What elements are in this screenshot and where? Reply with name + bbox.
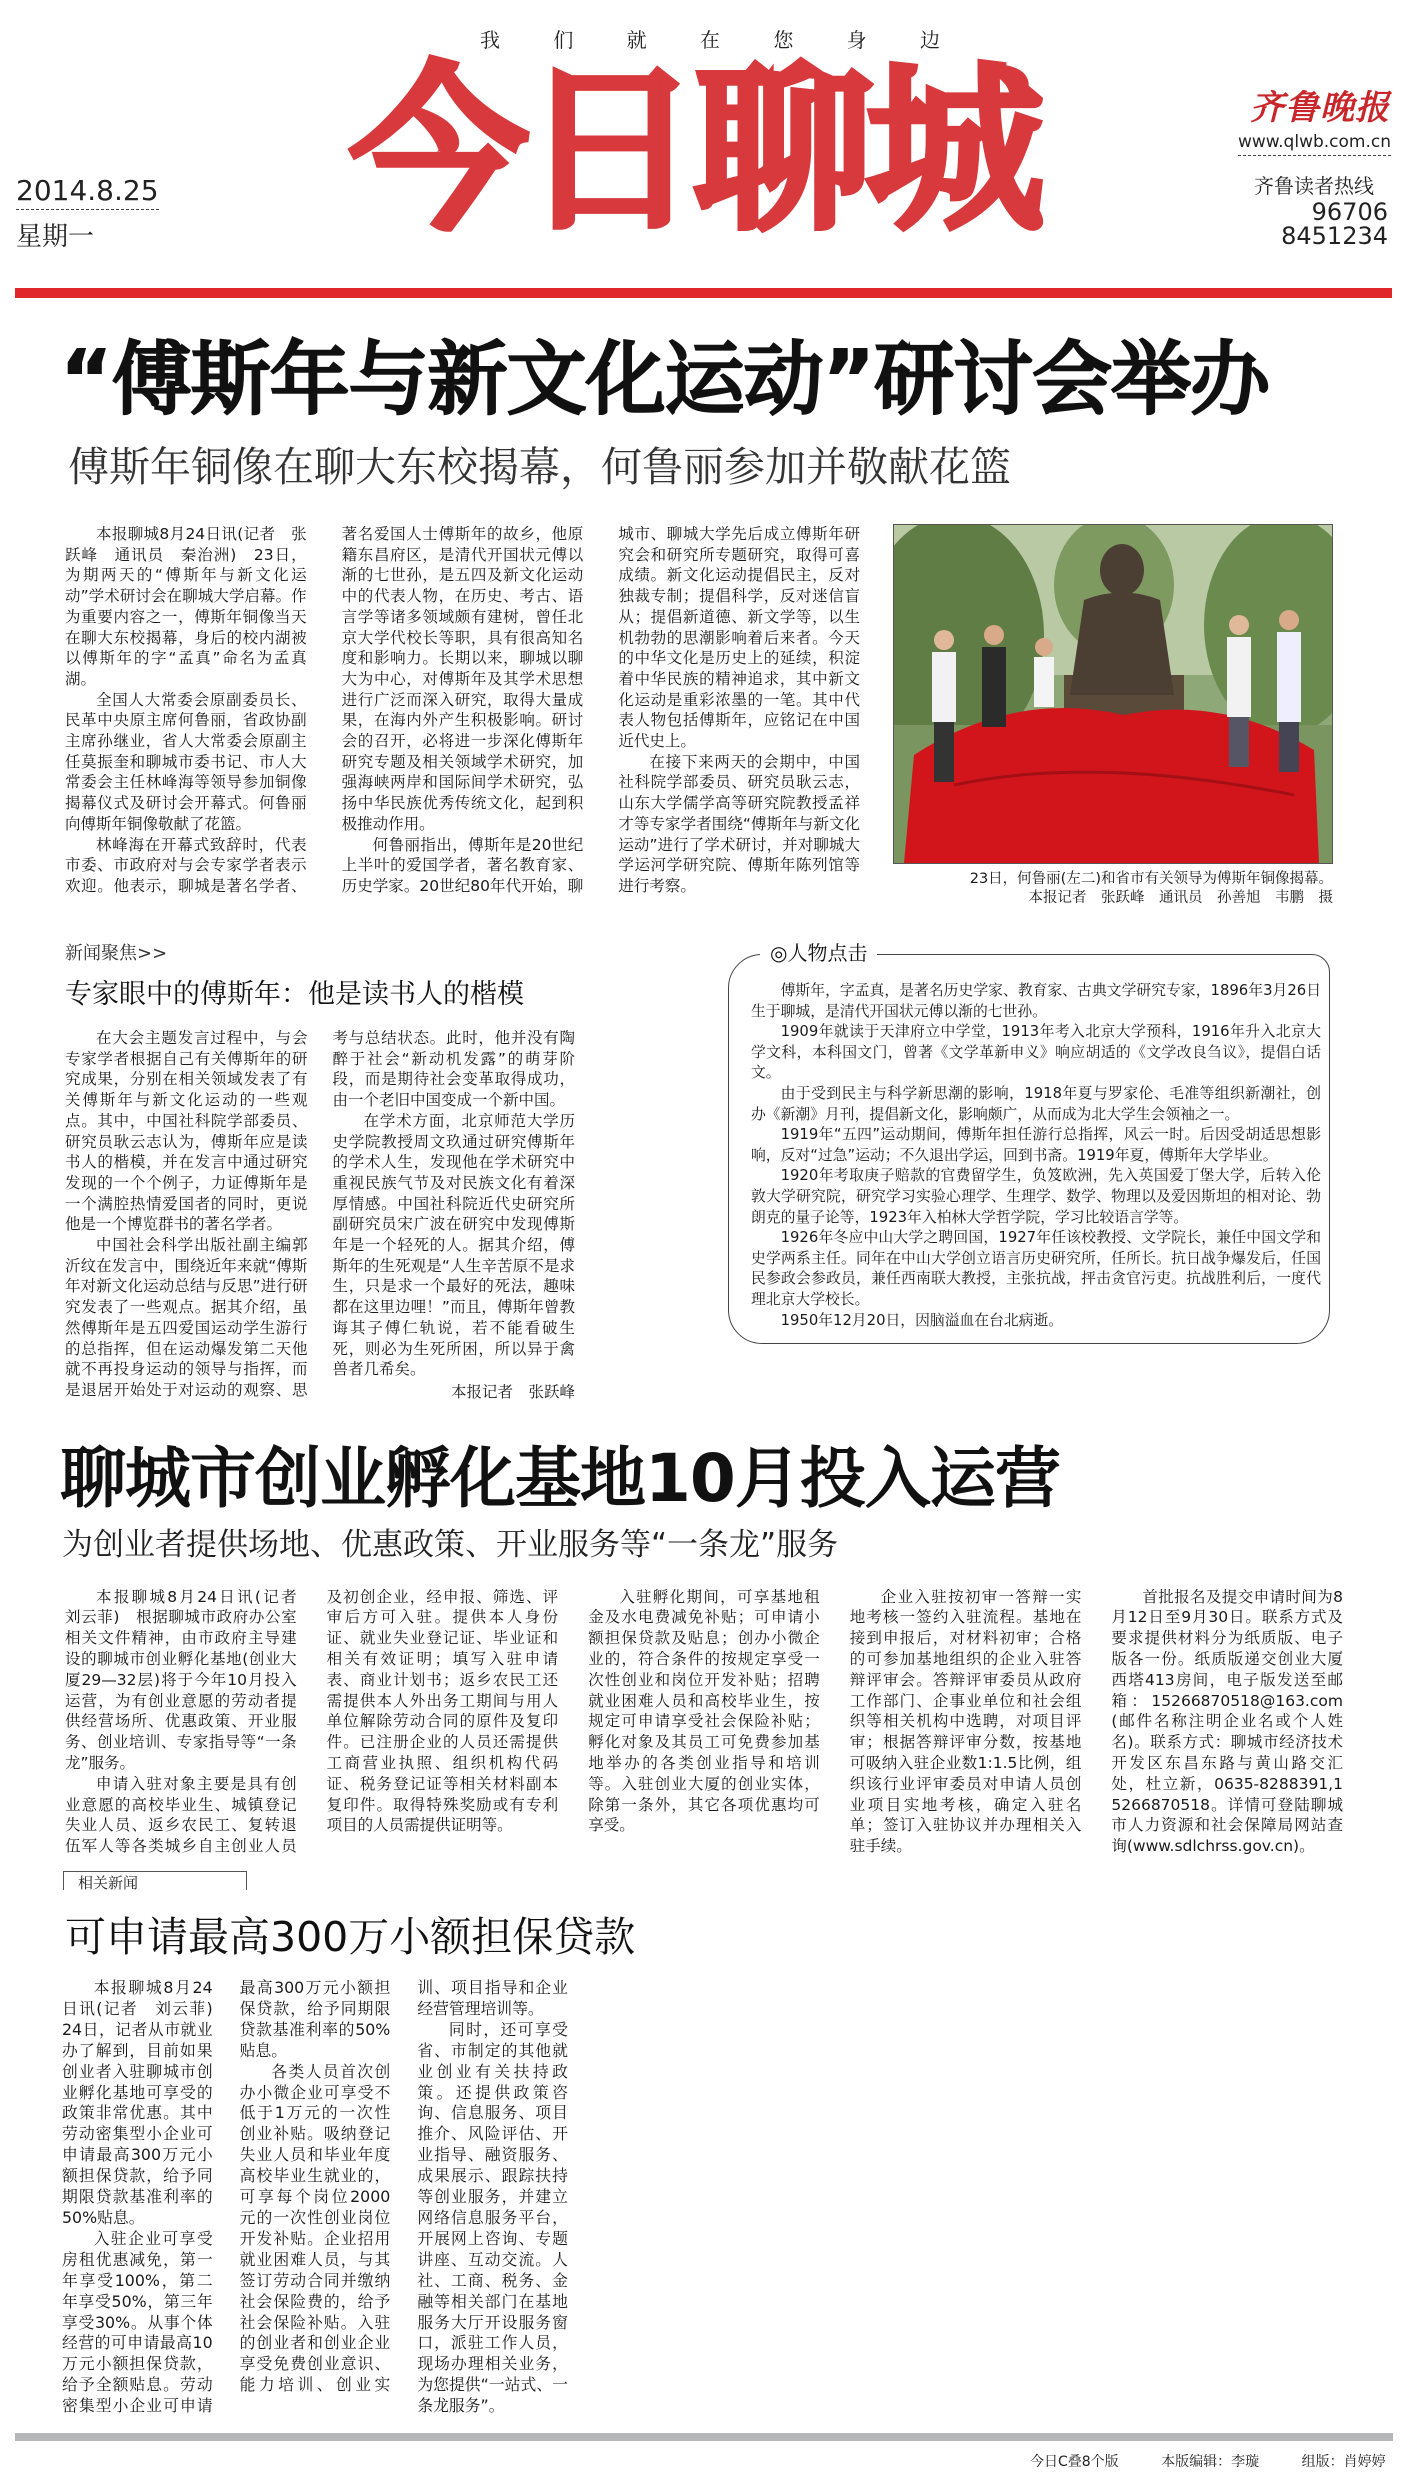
related-news-frame [63,1871,247,1893]
tagline-char: 我 [480,28,500,52]
paragraph: 林峰海在开幕式致辞时，代表市委、市政府对与会专家学者表示欢迎。他表示，聊城是著名学者、著名爱国人士傅斯年的故乡，他原籍东昌府区，是清代开国状元傅以渐的七世孙，是五四及新文化运动中的代表人物，在历史、考古、语言学等诸多领域颇有建树，曾任北京大学代校长等职，具有很高知名度和影响力。长期以来，聊城以聊大为中心，对傅斯年及其学术思想进行广泛而深入研究，取得大量成果，在海内外产生积极影响。研讨会的召开，必将进一步深化傅斯年研究专题及相关领域学术研究，加强海峡两岸和国际间学术研究，弘扬中华民族优秀传统文化，起到积极推动作用。 [65,525,584,895]
article2-headline: 聊城市创业孵化基地10月投入运营 [60,1439,1060,1517]
photo-credit: 本报记者 张跃峰 通讯员 孙善旭 韦鹏 摄 [1028,890,1333,906]
statue-unveiling-photo [893,524,1333,864]
paragraph: 同时，还可享受省、市制定的其他就业创业有关扶持政策。还提供政策咨询、信息服务、项目推介、风险评估、开业指导、融资服务、成果展示、跟踪扶持等创业服务，并建立网络信息服务平台，开展网上咨询、专题讲座、互动交流。人社、工商、税务、金融等相关部门在基地服务大厅开设服务窗口，派驻工作人员，现场办理相关业务，为您提供“一站式、一条龙服务”。 [417,2019,568,2416]
paragraph: 在大会主题发言过程中，与会专家学者根据自己有关傅斯年的研究成果，分别在相关领域发表了有关傅斯年与新文化运动的一些观点。其中，中国社科院学部委员、研究员耿云志认为，傅斯年应是读书人的楷模，并在发言中通过研究发现的一个个例子，力证傅斯年是一个满腔热情爱国者的同时，更说他是一个博览群书的著名学者。 [65,1029,308,1234]
article2-body [65,1587,1343,1857]
issue-weekday: 星期一 [16,222,95,252]
paragraph: 中国社会科学出版社副主编郭沂纹在发言中，围绕近年来就“傅斯年对新文化运动总结与反思”进行研究发表了一些观点。据其介绍，虽然傅斯年是五四爱国运动学生游行的总指挥，但在运动爆发第二天他就不再投身运动的领导与指挥，而是退居开始处于对运动的观察、思考与总结状态。此时，他并没有陶醉于社会“新动机发露”的萌芽阶段，而是期待社会变革取得成功，由一个老旧中国变成一个新中国。 [65,1029,575,1399]
paragraph: 本报聊城8月24日讯(记者 刘云菲) 24日，记者从市就业办了解到，目前如果创业者入驻聊城市创业孵化基地可享受的政策非常优惠。其中劳动密集型小企业可申请最高300万元小额担保贷款，给予同期限贷款基准利率的50%贴息。 [62,1978,229,2227]
paragraph: 1926年冬应中山大学之聘回国，1927年任该校教授、文学院长，兼任中国文学和史学两系主任。同年在中山大学创立语言历史研究所，任所长。抗日战争爆发后，任国民参政会参政员，兼任西南联大教授，主张抗战，抨击贪官污吏。抗战胜利后，一度代理北京大学校长。 [751,1229,1321,1308]
profile-section [728,941,1330,1344]
article3-body [62,1978,568,2417]
article1-headline: “傅斯年与新文化运动”研讨会举办 [60,333,1270,426]
caption-text: 23日，何鲁丽(左二)和省市有关领导为傅斯年铜像揭幕。 [969,871,1333,887]
page-footer [1030,2453,1409,2471]
tagline-char: 们 [553,28,574,52]
tagline-char: 就 [626,28,647,52]
profile-title: ◎人物点击 [760,940,877,966]
profile-body [751,981,1321,1331]
tagline-char: 边 [919,28,940,52]
section-label-news-focus: 新闻聚焦>> [65,943,168,964]
paragraph: 傅斯年，字孟真，是著名历史学家、教育家、古典文学研究专家，1896年3月26日生于聊城，是清代开国状元傅以渐的七世孙。 [751,982,1321,1020]
article1-body [65,524,860,897]
layout-credit: 组版：肖婷婷 [1301,2454,1386,2471]
edition-info: 今日C叠8个版 [1030,2454,1119,2471]
byline: 本报记者 张跃峰 [450,1382,575,1401]
tagline-char: 您 [773,28,794,52]
paragraph: 由于受到民主与科学新思潮的影响，1918年夏与罗家伦、毛准等组织新潮社，创办《新潮》月刊，提倡新文化，影响颇广，从而成为北大学生会领袖之一。 [751,1084,1321,1123]
newspaper-logo: 齐鲁晚报 [1250,88,1390,128]
paragraph: 申请入驻对象主要是具有创业意愿的高校毕业生、城镇登记失业人员、返乡农民工、复转退伍军人等各类城乡自主创业人员及初创企业，经申报、筛选、评审后方可入驻。提供本人身份证、就业失业登记证、毕业证和相关有效证明；填写入驻申请表、商业计划书；返乡农民工还需提供本人外出务工期间与用人单位解除劳动合同的原件及复印件。已注册企业的人员还需提供工商营业执照、组织机构代码证、税务登记证等相关材料副本复印件。取得特殊奖励或有专利项目的人员需提供证明等。 [65,1587,559,1856]
focus-row [65,942,1409,1403]
paragraph: 1950年12月20日，因脑溢血在台北病逝。 [780,1311,1064,1329]
photo-column [893,524,1333,908]
paragraph: 本报聊城8月24日讯(记者 刘云菲) 根据聊城市政府办公室相关文件精神，由市政府主导建设的聊城市创业孵化基地(创业大厦29—32层)将于今年10月投入运营，为有创业意愿的劳动者提供经营场所、优惠政策、开业服务、创业培训、专家指导等“一条龙”服务。 [65,1587,313,1773]
article2-subheadline: 为创业者提供场地、优惠政策、开业服务等“一条龙”服务 [62,1526,839,1563]
tagline-char: 在 [699,28,720,52]
paragraph: 本报聊城8月24日讯(记者 张跃峰 通讯员 秦治洲) 23日，为期两天的“傅斯年与新文化运动”学术研讨会在聊城大学启幕。作为重要内容之一，傅斯年铜像当天在聊大东校揭幕，身后的校内湖被以傅斯年的字“孟真”命名为孟真湖。 [65,525,307,688]
profile-box [728,954,1330,1344]
editor-credit: 本版编辑：李璇 [1161,2454,1260,2471]
hotline-number: 96706 [1311,198,1388,226]
article1-row [65,524,1409,908]
header-divider [15,288,1392,298]
masthead-title: 今日聊城 [350,47,1038,254]
paragraph: 1919年“五四”运动期间，傅斯年担任游行总指挥，风云一时。后因受胡适思想影响，反对“过急”运动；不久退出学运，回到书斋。1919年夏，傅斯年大学毕业。 [751,1126,1321,1164]
hotline-label: 齐鲁读者热线 [1254,174,1374,198]
paragraph: 入驻企业可享受房租优惠减免，第一年享受100%，第二年享受50%，第三年享受30%。从事个体经营的可申请最高10万元小额担保贷款，给予全额贴息。劳动密集型小企业可申请最高300万元小额担保贷款，给予同期限贷款基准利率的50%贴息。 [62,1978,391,2416]
hotline-number: 8451234 [1281,222,1388,250]
paragraph: 在学术方面，北京师范大学历史学院教授周文玖通过研究傅斯年的学术人生，发现他在学术研究中重视民族气节及对民族文化有着深厚情感。中国社科院近代史研究所副研究员宋广波在研究中发现傅斯年是一个轻死的人。据其介绍，傅斯年的生死观是“人生辛苦原不是求生，只是求一个最好的死法，趣味都在这里边哩！”而且，傅斯年曾教诲其子傅仁轨说，若不能看破生死，则必为生死所困，所以异于禽兽者几希矣。 [332,1111,575,1379]
focus-body [65,1028,575,1403]
focus-column [65,942,575,1403]
paragraph: 全国人大常委会原副委员长、民革中央原主席何鲁丽，省政协副主席孙继业，省人大常委会原副主任莫振奎和聊城市委书记、市人大常委会主任林峰海等领导参加铜像揭幕仪式及研讨会开幕式。何鲁丽向傅斯年铜像敬献了花篮。 [65,690,307,833]
paragraph: 何鲁丽指出，傅斯年是20世纪上半叶的爱国学者，著名教育家、历史学家。20世纪80年代开始，聊城市、聊城大学先后成立傅斯年研究会和研究所专题研究，取得可喜成绩。新文化运动提倡民主，反对独裁专制；提倡科学，反对迷信盲从；提倡新道德、新文学等，以生机勃勃的思潮影响着后来者。今天的中华文化是历史上的延续，积淀着中华民族的精神追求，其中新文化运动是重彩浓墨的一笔。其中代表人物包括傅斯年，应铭记在中国近代史上。 [341,525,860,895]
photo-caption [893,870,1333,908]
footer-divider [15,2433,1393,2441]
tagline-char: 身 [846,28,867,52]
page-content [0,330,1409,2491]
paragraph: 入驻孵化期间，可享基地租金及水电费减免补贴；可申请小额担保贷款及贴息；创办小微企业的，符合条件的按规定享受一次性创业和岗位开发补贴；招聘就业困难人员和高校毕业生，按规定可申请享受社会保险补贴；孵化对象及其员工可免费参加基地举办的各类创业指导和培训等。入驻创业大厦的创业实体，除第一条外，其它各项优惠均可享受。 [588,1587,820,1835]
paragraph: 1909年就读于天津府立中学堂，1913年考入北京大学预科，1916年升入北京大学文科，本科国文门，曾著《文学革新申义》响应胡适的《文学改良刍议》，提倡白话文。 [751,1023,1321,1082]
section-label-related-news: 相关新闻 [78,1874,146,1892]
paragraph: 在接下来两天的会期中，中国社科院学部委员、研究员耿云志，山东大学儒学高等研究院教授孟祥才等专家学者围绕“傅斯年与新文化运动”进行了学术研讨，并对聊城大学运河学研究院、傅斯年陈列馆等进行考察。 [618,752,860,895]
article1-subheadline: 傅斯年铜像在聊大东校揭幕，何鲁丽参加并敬献花篮 [68,443,1011,491]
paragraph: 首批报名及提交申请时间为8月12日至9月30日。联系方式及要求提供材料分为纸质版、电子版各一份。纸质版递交创业大厦西塔413房间，电子版发送至邮箱：15266870518@163.com(邮件名称注明企业名或个人姓名)。联系方式：聊城市经济技术开发区东昌东路与黄山路交汇处，杜立新，0635-8288391,15266870518。详情可登陆聊城市人力资源和社会保障局网站查询(www.sdlchrss.gov.cn)。 [1111,1587,1343,1856]
paragraph: 企业入驻按初审一答辩一实地考核一签约入驻流程。基地在接到申报后，对材料初审；合格的可参加基地组织的企业入驻答辩评审会。答辩评审委员从政府工作部门、企事业单位和社会组织等相关机构中选聘，对项目评审；根据答辩评审分数，按基地可吸纳入驻企业数1:1.5比例，组织该行业评审委员对申请人员创业项目实地考核，确定入驻名单；签订入驻协议并办理相关入驻手续。 [849,1587,1082,1856]
paragraph: 1920年考取庚子赔款的官费留学生，负笈欧洲，先入英国爱丁堡大学，后转入伦敦大学研究院，研究学习实验心理学、生理学、数学、物理以及爱因斯坦的相对论、勃朗克的量子论等，1923年入柏林大学哲学院，学习比较语言学等。 [751,1167,1321,1226]
website-link[interactable]: www.qlwb.com.cn [1238,132,1391,156]
article3-headline: 可申请最高300万小额担保贷款 [65,1913,636,1962]
paragraph: 各类人员首次创办小微企业可享受不低于1万元的一次性创业补贴。吸纳登记失业人员和毕业年度高校毕业生就业的，可享每个岗位2000元的一次性创业岗位开发补贴。企业招用就业困难人员，与其签订劳动合同并缴纳社会保险费的，给予社会保险补贴。入驻的创业者和创业企业享受免费创业意识、能力培训、创业实训、项目指导和企业经营管理培训等。 [239,1978,568,2395]
focus-headline: 专家眼中的傅斯年：他是读书人的楷模 [65,979,524,1010]
hotline-numbers [1250,200,1388,248]
issue-date: 2014.8.25 [16,174,159,210]
